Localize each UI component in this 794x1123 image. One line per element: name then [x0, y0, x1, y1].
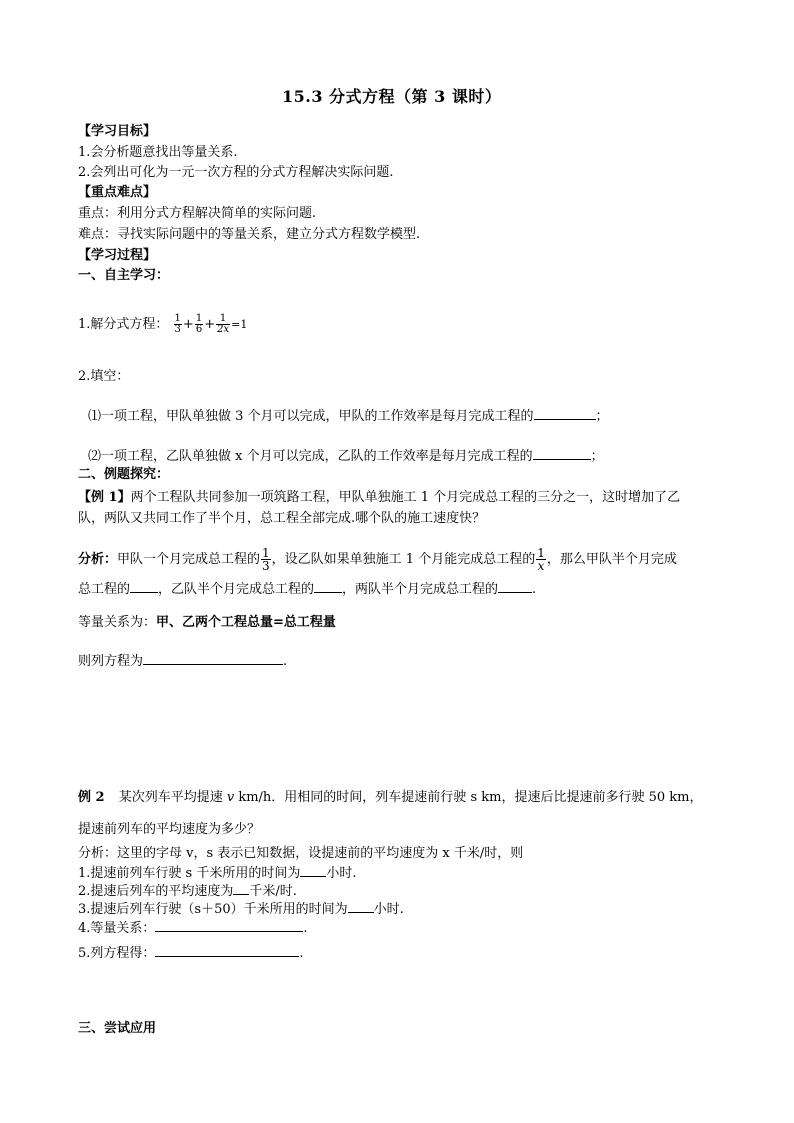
step-end: . [303, 921, 308, 936]
example-2-analysis: 分析：这里的字母 v，s 表示已知数据，设提速前的平均速度为 x 千米/时，则 [78, 846, 524, 861]
process-heading: 【学习过程】 [78, 248, 157, 263]
plus-sign: + [182, 317, 194, 332]
equivalence-value: 甲、乙两个工程总量=总工程量 [156, 615, 336, 630]
step-1 [78, 864, 356, 882]
fraction-1-3 [261, 547, 271, 572]
example-1-label: 【例 1】 [78, 490, 131, 505]
equation-end: . [283, 654, 288, 669]
example-1-line-2: 队，两队又共同工作了半个月，总工程全部完成.哪个队的施工速度快？ [78, 511, 486, 526]
answer-blank[interactable] [155, 919, 303, 932]
page-title: 15.3 分式方程（第 3 课时） [282, 87, 502, 106]
analysis-line-2 [78, 580, 536, 598]
question-1-label: 1.解分式方程： [78, 317, 169, 332]
equation-rhs: =1 [231, 318, 248, 331]
analysis-text: ，两队半个月完成总工程的 [342, 582, 499, 597]
analysis-text: 甲队一个月完成总工程的 [117, 552, 261, 567]
answer-blank[interactable] [155, 944, 299, 957]
fraction-1-6 [195, 314, 203, 335]
question-2a-text: ⑴一项工程，甲队单独做 3 个月可以完成，甲队的工作效率是每月完成工程的 [88, 409, 534, 424]
step-text: 小时. [373, 902, 404, 917]
analysis-text: ，乙队半个月完成总工程的 [158, 582, 315, 597]
analysis-text: 总工程的 [78, 582, 131, 597]
fraction-den: 6 [195, 324, 203, 335]
answer-blank[interactable] [534, 407, 596, 420]
question-2a [88, 407, 609, 425]
question-2a-end: ； [595, 409, 609, 424]
step-2 [78, 882, 297, 900]
question-2b-text: ⑵一项工程，乙队单独做 x 个月可以完成，乙队的工作效率是每月完成工程的 [88, 449, 533, 464]
apply-heading: 三、尝试应用 [78, 1021, 157, 1036]
analysis-text: ，那么甲队半个月完成 [546, 552, 677, 567]
answer-blank[interactable] [300, 864, 326, 877]
example-1-line-1 [78, 490, 680, 506]
example-2-line-2: 提速前列车的平均速度为多少？ [78, 822, 261, 837]
analysis-text: ，设乙队如果单独施工 1 个月能完成总工程的 [271, 552, 536, 567]
answer-blank[interactable] [533, 447, 591, 460]
fraction-num: 1 [537, 546, 545, 560]
step-text: 千米/时. [249, 884, 297, 899]
question-1 [78, 312, 247, 338]
fraction-num: 1 [216, 314, 230, 325]
answer-blank[interactable] [130, 580, 158, 593]
fraction-1-3 [174, 314, 182, 335]
goal-item-2: 2.会列出可化为一元一次方程的分式方程解决实际问题. [78, 165, 394, 180]
self-study-heading: 一、自主学习： [78, 268, 170, 283]
analysis-end: . [532, 582, 537, 597]
key-difficulty: 难点：寻找实际问题中的等量关系，建立分式方程数学模型. [78, 227, 421, 242]
example-2-text: km/h．用相同的时间，列车提速前行驶 s km，提速后比提速前多行驶 50 km， [234, 790, 703, 805]
examples-heading: 二、例题探究： [78, 467, 170, 482]
fraction-den: 3 [262, 559, 270, 573]
answer-blank[interactable] [498, 580, 532, 593]
answer-blank[interactable] [143, 652, 283, 665]
step-5 [78, 944, 304, 962]
key-heading: 【重点难点】 [78, 185, 157, 200]
step-text: 4.等量关系： [78, 921, 156, 936]
fraction-den: x [537, 559, 545, 573]
answer-blank[interactable] [233, 882, 249, 895]
step-text: 1.提速前列车行驶 s 千米所用的时间为 [78, 866, 301, 881]
key-focus: 重点：利用分式方程解决简单的实际问题. [78, 206, 317, 221]
plus-sign: + [204, 317, 216, 332]
step-3 [78, 900, 404, 918]
equation-line [78, 652, 287, 670]
equation-label: 则列方程为 [78, 654, 144, 669]
question-2: 2.填空： [78, 369, 130, 384]
step-text: 小时. [326, 866, 357, 881]
variable-v: v [226, 790, 235, 805]
equivalence-label: 等量关系为： [78, 615, 157, 630]
answer-blank[interactable] [348, 900, 374, 913]
step-4 [78, 919, 308, 937]
equivalence-relation [78, 615, 336, 631]
analysis-line-1 [78, 545, 677, 575]
analysis-label: 分析： [78, 552, 118, 567]
step-text: 5.列方程得： [78, 946, 156, 961]
question-2b-end: ； [590, 449, 604, 464]
fraction-1-2x [216, 314, 230, 335]
step-text: 2.提速后列车的平均速度为 [78, 884, 234, 899]
example-2-text: 某次列车平均提速 [118, 790, 227, 805]
fraction-1-x [536, 547, 546, 572]
answer-blank[interactable] [314, 580, 342, 593]
example-1-text: 两个工程队共同参加一项筑路工程，甲队单独施工 1 个月完成总工程的三分之一，这时增加了乙 [130, 490, 681, 505]
fraction-den: 3 [174, 324, 181, 335]
question-2b [88, 447, 604, 465]
goal-item-1: 1.会分析题意找出等量关系. [78, 145, 238, 160]
fraction-num: 1 [195, 313, 203, 324]
example-2-label: 例 2 [78, 790, 105, 805]
fraction-num: 1 [174, 313, 181, 324]
step-end: . [299, 946, 304, 961]
example-2-line-1 [78, 790, 702, 806]
fraction-den: 2x [217, 324, 230, 335]
fraction-num: 1 [262, 546, 270, 560]
step-text: 3.提速后列车行驶（s＋50）千米所用的时间为 [78, 902, 348, 917]
goals-heading: 【学习目标】 [78, 124, 157, 139]
